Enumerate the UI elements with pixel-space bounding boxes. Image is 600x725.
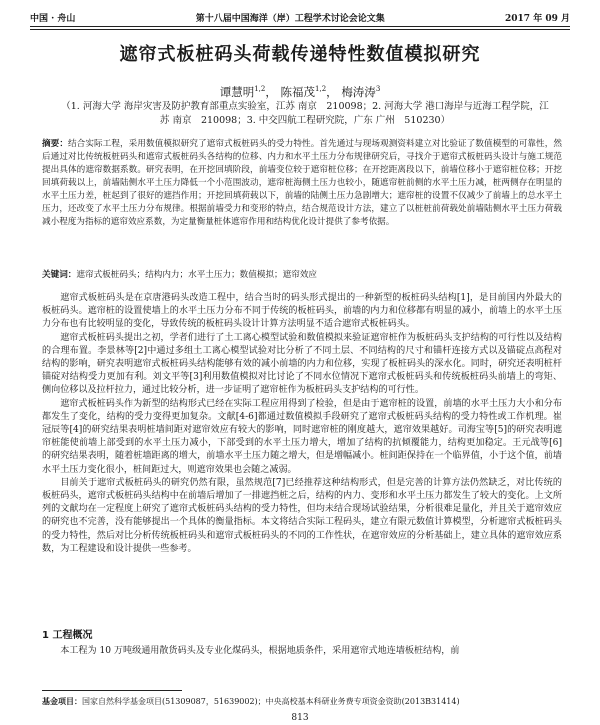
footnote-rule <box>42 690 182 691</box>
author-name: 陈福茂 <box>280 85 316 99</box>
author-name: 谭慧明 <box>219 85 255 99</box>
running-header <box>30 10 570 24</box>
body-paragraph: 遮帘式板桩码头提出之初，学者们进行了土工离心模型试验和数值模拟来验证遮帘桩作为板桩码头支护结构的可行性以及结构的合理布置。李景林等[2]中通过多组土工离心模型试验对比分析了不同土层、不同结构的尺寸和锚杆连接方式以及锚碇点高程对结构的影响，研究表明遮帘式板桩码头结构能够有效的减小前墙的内力和位移，实现了板桩码头的深水化。同时，研究还表明桩杆锚碇对结构受力更加有利。刘文平等[3]利用数值模拟对比讨论了不同水位情况下遮帘式板桩码头和传统板桩码头前墙上的弯矩、侧向位移以及拉杆拉力，通过比较分析，进一步证明了遮帘桩作为板桩码头支护结构的可行性。 <box>42 332 562 396</box>
author-affiliation-mark: 1,2 <box>315 85 327 94</box>
abstract-label: 摘要： <box>42 139 69 149</box>
footnote-label: 基金项目： <box>42 697 82 706</box>
introduction <box>42 292 562 556</box>
author-affiliation-mark: 1,2 <box>254 85 266 94</box>
author-affiliation-mark: 3 <box>375 85 381 94</box>
header-right: 2017 年 09 月 <box>505 13 570 24</box>
body-paragraph: 遮帘式板桩码头作为新型的结构形式已经在实际工程应用得到了检验，但是由于遮帘桩的设置，前墙的水平土压力大小和分布都发生了变化，结构的受力变得更加复杂。文献[4-6]都通过数值模拟手段研究了遮帘式板桩码头结构的受力特性或工作机理。崔冠辰等[4]的研究结果表明桩墙间距对遮帘效应有较大的影响，同时遮帘桩的刚度越大，遮帘效果越好。司海宝等[5]的研究表明遮帘桩能使前墙上部受到的水平土压力减小，下部受到的水平土压力增大，增加了结构的抗倾覆能力，结构更加稳定。王元战等[6]的研究结果表明，随着桩墙距离的增大，前墙水平土压力随之增大，但是增幅减小。桩间距保持在一个临界值，小于这个值，前墙水平土压力变化很小，桩间距过大，则遮帘效果也会随之减弱。 <box>42 398 562 475</box>
section-heading: 1 工程概况 <box>42 630 93 641</box>
affiliations: （1. 河海大学 海岸灾害及防护教育部重点实验室，江苏 南京 210098；2. 河海大学 港口海岸与近海工程学院，江苏 南京 210098；3. 中交四航工程研究院，广东 广州 510230） <box>61 101 549 126</box>
author-name: 梅涛涛 <box>341 85 376 99</box>
body-paragraph: 遮帘式板桩码头是在京唐港码头改造工程中，结合当时的码头形式提出的一种新型的板桩码头结构[1]，是目前国内外最大的板桩码头。遮帘桩的设置使墙上的水平土压力分布不同于传统的板桩码头，前墙的内力和位移都有明显的减小，前墙上的水平土压力分布也有比较明显的变化，导致传统的板桩码头设计计算方法明显不适合遮帘式板桩码头。 <box>42 293 562 330</box>
keywords-label: 关键词： <box>42 270 77 280</box>
header-rule-thin <box>30 29 570 30</box>
body-paragraph: 目前关于遮帘式板桩码头的研究仍然有限，虽然规范[7]已经推荐这种结构形式，但是完善的计算方法仍然缺乏，对比传统的板桩码头，遮帘式板桩码头结构中在前墙后增加了一排遮挡桩之后，结构的内力、变形和水平土压力都发生了较大的变化。上文所列的文献均在一定程度上研究了遮帘式板桩码头结构的受力特性，但均未结合现场试验结果，分析很难足量化，并且关于遮帘效应的研究也不完善，没有能够提出一个具体的衡量指标。本文将结合实际工程码头，建立有限元数值计算模型，分析遮帘式板桩码头的受力特性，然后对比分析传统板桩码头和遮帘式板桩码头的不同的工作性状，在遮帘效应的分析基础上，建立具体的遮帘效应系数，为工程建设和设计提供一些参考。 <box>42 477 562 554</box>
keywords <box>42 268 562 280</box>
keywords-text: 遮帘式板桩码头；结构内力；水平土压力；数值模拟；遮帘效应 <box>76 270 318 280</box>
header-center: 第十八届中国海洋（岸）工程学术讨论会论文集 <box>195 13 385 24</box>
header-rule-thick <box>30 26 570 27</box>
page-number: 813 <box>291 713 309 723</box>
abstract-text: 结合实际工程，采用数值模拟研究了遮帘式板桩码头的受力特性。首先通过与现场观测资料建立对比验证了数值模型的可靠性，然后通过对比传统板桩码头和遮帘式板桩码头各结构的位移、内力和水平土压力分布规律研究后，寻找介于遮帘式板桩码头设计与施工规范提出具体的遮帘数据系数。研究表明，在开挖回填阶段，前墙变位较于遮帘桩位移；在开挖距离段以下，前墙位移小于遮帘桩位移；开挖回填荷载以上，前墙陆侧水平土压力降低一个小范围波动，遮帘桩海侧土压力也较小，随遮帘桩前侧的水平土压力减，桩两侧存在明显的水平土压力差，桩起到了很好的遮挡作用；开挖回填荷载以下，前墙的陆侧土压力急剧增大；遮帘桩的设置不仅减少了前墙上的总水平土压力，还改变了水平土压力分布规律。根据前墙受力和变形的特点，结合规范设计方法，建立了以桩桩前荷载处前墙陆侧水平土压力荷载减小程度为指标的遮帘效应系数，为定量衡量桩体遮帘作用和结构优化设计提供了参考依据。 <box>42 139 562 227</box>
section-paragraph: 本工程为 10 万吨级通用散货码头及专业化煤码头，根据地质条件，采用遮帘式地连墙板桩结构，前 <box>60 646 460 656</box>
footnote <box>42 696 562 707</box>
paper-title: 遮帘式板桩码头荷载传递特性数值模拟研究 <box>119 44 481 65</box>
author-line: 谭慧明$^{1,2}$， 陈福茂$^{1,2}$， 梅涛涛$^3$ <box>219 85 381 99</box>
header-left: 中国 · 舟山 <box>30 13 76 24</box>
footnote-text: 国家自然科学基金项目(51309087，51639002)；中央高校基本科研业务费专项资金资助(2013B31414) <box>82 697 460 706</box>
abstract <box>42 138 562 229</box>
